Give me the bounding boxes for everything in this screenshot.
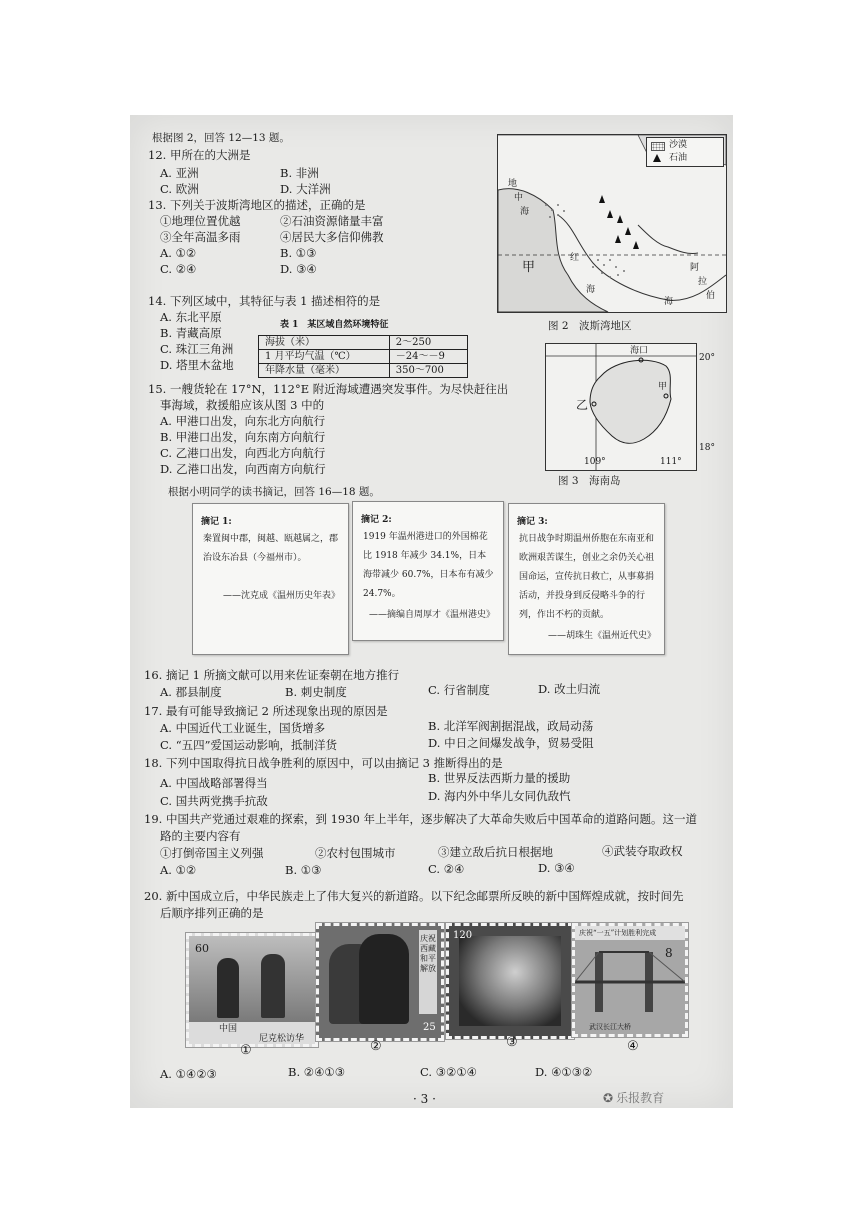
map3-caption: 图 3 海南岛 xyxy=(558,475,621,487)
stamp-4 xyxy=(572,923,688,1037)
note-3-source: ——胡珠生《温州近代史》 xyxy=(547,631,656,641)
q19-item-4: ④武装夺取政权 xyxy=(602,844,683,858)
legend-desert-label: 沙漠 xyxy=(669,140,688,150)
stamp-3 xyxy=(446,923,574,1039)
q19-item-2: ②农村包围城市 xyxy=(315,846,396,860)
table-cell: 350～700 xyxy=(389,364,467,378)
stamp-1 xyxy=(186,933,318,1047)
oil-legend-icon xyxy=(653,154,661,162)
stamp-2-caption: 庆祝西藏和平解放 xyxy=(420,934,436,973)
stamp-4-top-text: 庆祝“一五”计划胜利完成 xyxy=(579,929,657,937)
q16-stem: 16. 摘记 1 所摘文献可以用来佐证秦朝在地方推行 xyxy=(144,668,400,682)
map2-label-la: 拉 xyxy=(698,277,708,287)
map2-label-a: 阿 xyxy=(690,263,700,273)
map2-legend xyxy=(646,137,724,167)
table-cell: －24～－9 xyxy=(389,350,467,364)
map2-caption: 图 2 波斯湾地区 xyxy=(548,320,632,332)
q16-option-d: D. 改土归流 xyxy=(538,682,601,696)
q19-option-d: D. ③④ xyxy=(538,861,575,875)
q13-option-a: A. ①② xyxy=(160,246,197,260)
q14-option-a: A. 东北平原 xyxy=(160,310,222,324)
table-row xyxy=(259,336,468,350)
table-cell: 1 月平均气温（℃） xyxy=(259,350,390,364)
note-1-heading: 摘记 1: xyxy=(201,517,232,527)
q20-option-a: A. ①④②③ xyxy=(160,1067,217,1081)
map3-label-yi: 乙 xyxy=(576,398,589,412)
hainan-map-drawing xyxy=(546,344,696,470)
q19-stem-line2: 路的主要内容有 xyxy=(160,829,241,843)
stamp-2 xyxy=(316,923,444,1041)
q20-option-b: B. ②④①③ xyxy=(288,1065,346,1079)
map2-label-di: 地 xyxy=(508,179,518,189)
q13-option-b: B. ①③ xyxy=(280,246,317,260)
q12-option-b: B. 非洲 xyxy=(280,166,319,180)
q17-option-b: B. 北洋军阀割据混战，政局动荡 xyxy=(428,719,594,733)
q15-option-b: B. 甲港口出发，向东南方向航行 xyxy=(160,430,326,444)
q15-option-a: A. 甲港口出发，向东北方向航行 xyxy=(160,414,326,428)
stamp-1-number: ① xyxy=(240,1043,252,1058)
watermark xyxy=(603,1089,664,1106)
q16-18-intro: 根据小明同学的读书摘记，回答 16—18 题。 xyxy=(168,486,380,498)
q18-option-a: A. 中国战略部署得当 xyxy=(160,776,268,790)
q14-option-d: D. 塔里木盆地 xyxy=(160,358,234,372)
table-cell: 2～250 xyxy=(389,336,467,350)
stamp-2-number: ② xyxy=(370,1039,382,1054)
note-2-source: ——摘编自周厚才《温州港史》 xyxy=(368,610,495,620)
map3-city-haikou: 海口 xyxy=(630,346,649,356)
stamp-1-caption: 尼克松访华 xyxy=(259,1034,305,1044)
stamp-4-number: ④ xyxy=(627,1039,639,1054)
q20-option-d: D. ④①③② xyxy=(535,1065,593,1079)
watermark-text: 乐报教育 xyxy=(616,1091,665,1105)
legend-oil-label: 石油 xyxy=(669,153,688,163)
map2-label-hai2: 海 xyxy=(586,285,596,295)
q15-option-c: C. 乙港口出发，向西北方向航行 xyxy=(160,446,326,460)
q17-option-a: A. 中国近代工业诞生，国货增多 xyxy=(160,721,326,735)
q19-stem-line1: 19. 中国共产党通过艰难的探索，到 1930 年上半年，逐步解决了大革命失败后中国革命的道路问题。这一道 xyxy=(144,812,698,826)
q16-option-c: C. 行省制度 xyxy=(428,683,490,697)
map3-lat-18: 18° xyxy=(699,443,715,453)
map2-label-hai3: 海 xyxy=(664,297,674,307)
map2-label-zhong: 中 xyxy=(514,193,524,203)
q19-item-3: ③建立敌后抗日根据地 xyxy=(438,845,553,859)
table-cell: 年降水量（毫米） xyxy=(259,364,390,378)
stamp-2-figure-right xyxy=(359,934,409,1024)
q12-stem: 12. 甲所在的大洲是 xyxy=(148,148,251,162)
q13-option-d: D. ③④ xyxy=(280,262,317,276)
map2-label-hong: 红 xyxy=(570,253,580,263)
q13-item-2: ②石油资源储量丰富 xyxy=(280,214,384,228)
q17-option-d: D. 中日之间爆发战争，贸易受阻 xyxy=(428,736,594,750)
map3-label-jia: 甲 xyxy=(658,382,668,392)
q13-option-c: C. ②④ xyxy=(160,262,197,276)
hainan-map xyxy=(545,343,697,471)
stamp-3-value: 120 xyxy=(453,930,473,941)
q20-stem-line2: 后顺序排列正确的是 xyxy=(160,906,264,920)
stamp-1-value: 60 xyxy=(195,942,209,955)
q20-option-c: C. ③②①④ xyxy=(420,1065,477,1079)
table-row xyxy=(259,364,468,378)
q20-stem-line1: 20. 新中国成立后，中华民族走上了伟大复兴的新道路。以下纪念邮票所反映的新中国辉煌成就，按时间先 xyxy=(144,889,684,903)
reading-note-1 xyxy=(192,503,349,655)
note-2-heading: 摘记 2: xyxy=(361,515,392,525)
q19-item-1: ①打倒帝国主义列强 xyxy=(160,846,264,860)
q14-stem: 14. 下列区域中，其特征与表 1 描述相符的是 xyxy=(148,294,381,308)
reading-note-3 xyxy=(508,503,665,655)
reading-note-2 xyxy=(352,501,504,641)
stamp-3-image xyxy=(459,936,561,1026)
map3-lon-109: 109° xyxy=(584,457,606,467)
desert-legend-icon xyxy=(651,142,665,151)
stamp-1-figure-left xyxy=(217,958,239,1018)
exam-page xyxy=(130,115,733,1108)
q19-option-b: B. ①③ xyxy=(285,863,322,877)
table-row xyxy=(259,350,468,364)
stamp-3-number: ③ xyxy=(506,1035,518,1050)
note-1-body: 秦置闽中郡，闽越、瓯越属之，郡治设东冶县（今福州市）。 xyxy=(203,534,339,563)
map2-label-jia: 甲 xyxy=(522,260,536,275)
map3-lon-111: 111° xyxy=(660,457,682,467)
q12-option-a: A. 亚洲 xyxy=(160,166,199,180)
q12-option-d: D. 大洋洲 xyxy=(280,182,331,196)
q17-option-c: C. “五四”爱国运动影响，抵制洋货 xyxy=(160,738,337,752)
note-3-heading: 摘记 3: xyxy=(517,517,548,527)
q16-option-a: A. 郡县制度 xyxy=(160,685,222,699)
note-2-body: 1919 年温州港进口的外国棉花比 1918 年减少 34.1%，日本海带减少 60.7%，日本布有减少 24.7%。 xyxy=(363,532,494,599)
q18-option-d: D. 海内外中华儿女同仇敌忾 xyxy=(428,789,571,803)
q13-item-3: ③全年高温多雨 xyxy=(160,230,241,244)
q13-item-1: ①地理位置优越 xyxy=(160,214,241,228)
persian-gulf-map xyxy=(497,134,727,313)
q19-option-a: A. ①② xyxy=(160,863,197,877)
q18-option-b: B. 世界反法西斯力量的援助 xyxy=(428,771,571,785)
q15-stem-line2: 事海域，救援船应该从图 3 中的 xyxy=(160,398,325,412)
note-1-source: ——沈克成《温州历史年表》 xyxy=(222,591,340,601)
q12-13-intro: 根据图 2，回答 12—13 题。 xyxy=(152,132,290,144)
q12-option-c: C. 欧洲 xyxy=(160,182,199,196)
map3-lat-20: 20° xyxy=(699,353,715,363)
stamp-1-country: 中国 xyxy=(219,1024,238,1034)
q13-stem: 13. 下列关于波斯湾地区的描述，正确的是 xyxy=(148,198,366,212)
q15-stem-line1: 15. 一艘货轮在 17°N，112°E 附近海域遭遇突发事件。为尽快赶往出 xyxy=(148,382,509,396)
stamp-4-value: 8 xyxy=(665,946,673,960)
stamp-4-caption: 武汉长江大桥 xyxy=(589,1023,631,1031)
table1-title: 表 1 某区域自然环境特征 xyxy=(280,320,389,330)
q16-option-b: B. 刺史制度 xyxy=(285,685,347,699)
stamp-1-figure-right xyxy=(261,954,285,1018)
page-number: · 3 · xyxy=(413,1092,436,1106)
table1 xyxy=(258,335,468,378)
q13-item-4: ④居民大多信仰佛教 xyxy=(280,230,384,244)
map2-label-bo: 伯 xyxy=(706,291,716,301)
q17-stem: 17. 最有可能导致摘记 2 所述现象出现的原因是 xyxy=(144,704,388,718)
q15-option-d: D. 乙港口出发，向西南方向航行 xyxy=(160,462,326,476)
q18-stem: 18. 下列中国取得抗日战争胜利的原因中，可以由摘记 3 推断得出的是 xyxy=(144,756,503,770)
stamp-2-value: 25 xyxy=(423,1022,436,1033)
q19-option-c: C. ②④ xyxy=(428,862,465,876)
q18-option-c: C. 国共两党携手抗敌 xyxy=(160,794,268,808)
table-cell: 海拔（米） xyxy=(259,336,390,350)
note-3-body: 抗日战争时期温州侨胞在东南亚和欧洲艰苦谋生，创业之余仍关心祖国命运，宣传抗日救亡，从事募捐活动，并投身到反侵略斗争的行列，作出不朽的贡献。 xyxy=(519,534,655,620)
map2-label-hai1: 海 xyxy=(520,207,530,217)
wechat-icon: ✪ xyxy=(603,1090,614,1105)
q14-option-c: C. 珠江三角洲 xyxy=(160,342,234,356)
q14-option-b: B. 青藏高原 xyxy=(160,326,222,340)
